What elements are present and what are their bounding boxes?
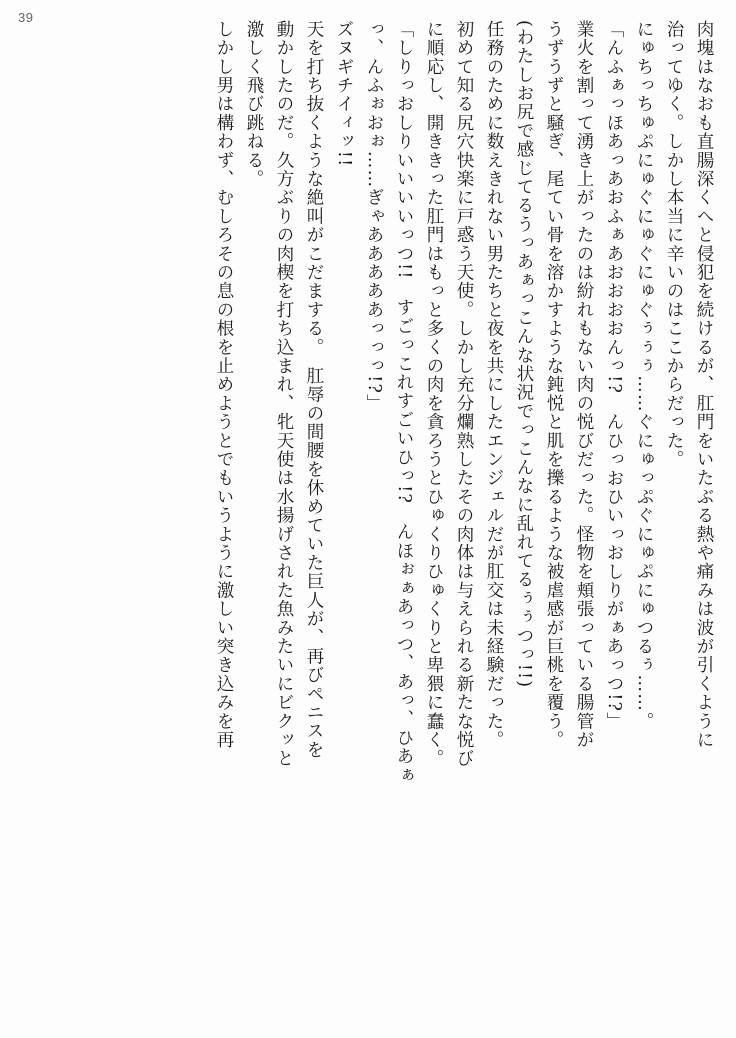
text-column: うずうずと騒ぎ、尾てい骨を溶かすような鈍悦と肌を擽るような被虐感が巨桃を覆う。 (544, 20, 564, 750)
text-column: 初めて知る尻穴快楽に戸惑う天使。しかし充分爛熟したその肉体は与えられる新たな悦び (454, 20, 474, 768)
text-column: しかし男は構わず、むしろその息の根を止めようとでもいうように激しい突き込みを再 (214, 20, 234, 750)
body-text (60, 18, 712, 1028)
text-column: (わたしお尻で感じてるうっあぁっこんな状況でっこんなに乱れてるぅぅつっ!!) (514, 20, 534, 689)
text-column: 業火を割って湧き上がったのは紛れもない肉の悦びだった。怪物を頬張っている腸管が (574, 20, 594, 750)
text-column: 天を打ち抜くような絶叫がこだまする。 肛辱の間腰を休めていた巨人が、再びペニスを (304, 20, 324, 760)
text-column: 任務のために数えきれない男たちと夜を共にしたエンジェルだが肛交は未経験だった。 (484, 20, 504, 750)
text-column: 激しく飛び跳ねる。 (244, 20, 264, 189)
text-column: 動かしたのだ。久方ぶりの肉楔を打ち込まれ、牝天使は水揚げされた魚みたいにビクッと (274, 20, 294, 768)
text-column: 治ってゆく。しかし本当に辛いのはここからだった。 (664, 20, 684, 469)
text-column: 「しりっおしりいいいいっつ!! すごっこれすごいひっ!? んほぉぁあっつ、あっ、ひあぁ (394, 20, 414, 785)
text-column: ズヌギチイィッ!! (334, 20, 354, 168)
text-column: 肉塊はなおも直腸深くへと侵犯を続けるが、肛門をいたぶる熱や痛みは波が引くように (694, 20, 714, 750)
text-column: に順応し、開ききった肛門はもっと多くの肉を貪ろうとひゅくりひゅくりと卑猥に蠢く。 (424, 20, 444, 768)
text-column: にゅちっちゅぷにゅぐにゅぐにゅぐぅぅぅ……ぐにゅっぷぐにゅぷにゅつるぅ……。 (634, 20, 654, 731)
text-column: っ、んふぉおぉ……ぎゃあああああっっっ!?」 (364, 20, 384, 413)
text-column: 「んふぁっほあっあおふぁあおおおおんっ!? んひっおひいっおしりがぁあっつ!?」 (604, 20, 624, 731)
page-number: 39 (18, 10, 34, 25)
